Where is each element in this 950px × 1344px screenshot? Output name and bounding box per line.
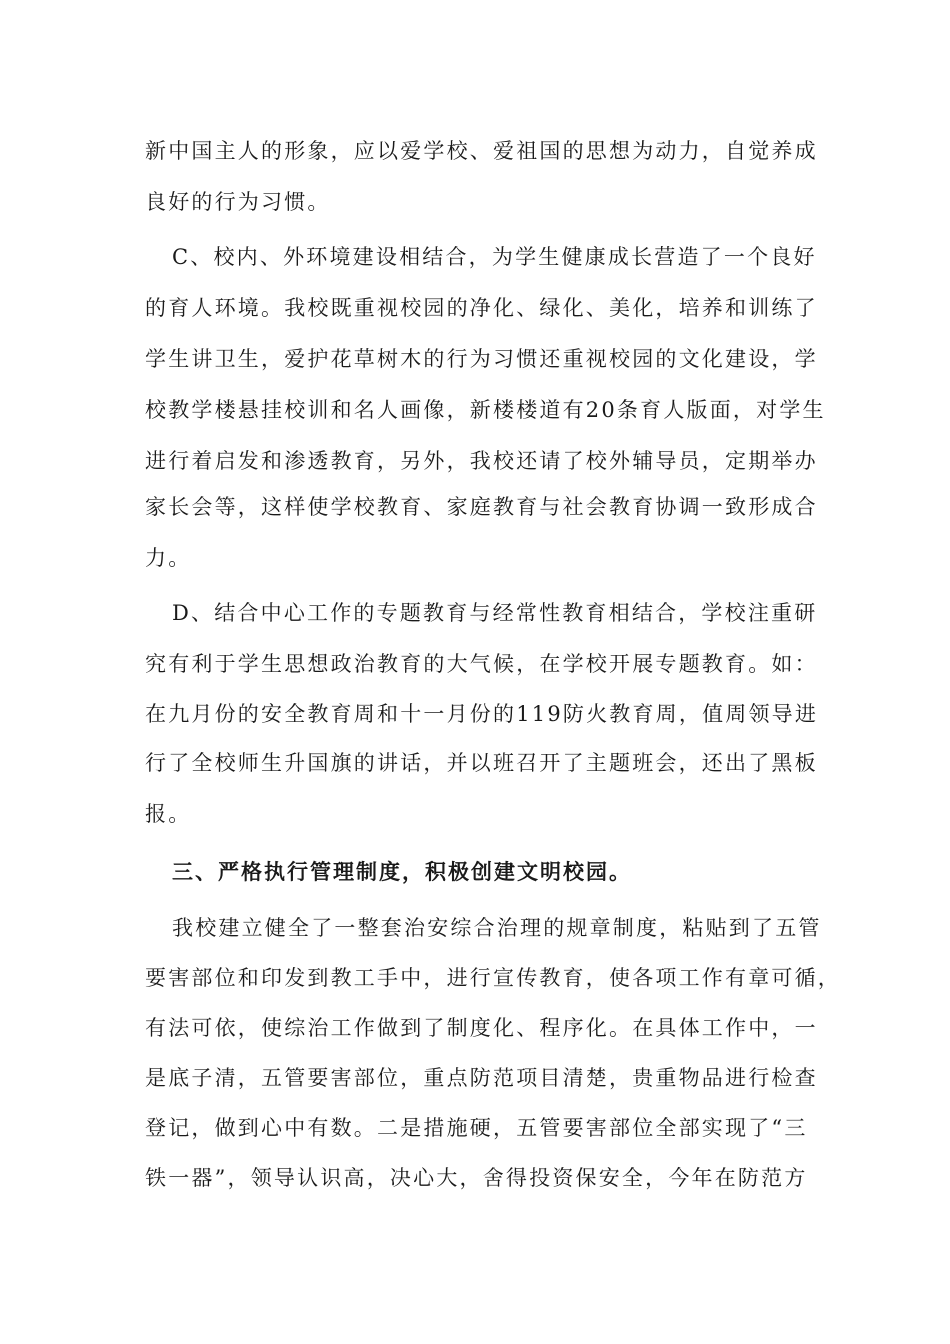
paragraph-line: C、校内、外环境建设相结合，为学生健康成长营造了一个良好 bbox=[172, 245, 817, 269]
paragraph-line: 力。 bbox=[145, 546, 192, 570]
paragraph-line: 的育人环境。我校既重视校园的净化、绿化、美化，培养和训练了 bbox=[145, 296, 818, 320]
paragraph-line: 进行着启发和渗透教育，另外，我校还请了校外辅导员，定期举办 bbox=[145, 449, 818, 473]
paragraph-line: 报。 bbox=[145, 802, 192, 826]
paragraph-line: 有法可依，使综治工作做到了制度化、程序化。在具体工作中，一 bbox=[145, 1016, 818, 1040]
paragraph-line: 要害部位和印发到教工手中，进行宣传教育，使各项工作有章可循， bbox=[145, 966, 841, 990]
paragraph-line: 校教学楼悬挂校训和名人画像，新楼楼道有20条育人版面，对学生 bbox=[145, 398, 826, 422]
paragraph-line: 新中国主人的形象，应以爱学校、爱祖国的思想为动力，自觉养成 bbox=[145, 139, 818, 163]
paragraph-line: 是底子清，五管要害部位，重点防范项目清楚，贵重物品进行检查 bbox=[145, 1066, 818, 1090]
section-heading: 三、严格执行管理制度，积极创建文明校园。 bbox=[172, 860, 632, 884]
paragraph-line: 在九月份的安全教育周和十一月份的119防火教育周，值周领导进 bbox=[145, 702, 819, 726]
paragraph-line: 我校建立健全了一整套治安综合治理的规章制度，粘贴到了五管 bbox=[172, 916, 822, 940]
paragraph-line: 登记，做到心中有数。二是措施硬，五管要害部位全部实现了“三 bbox=[145, 1116, 808, 1140]
paragraph-line: 家长会等，这样使学校教育、家庭教育与社会教育协调一致形成合 bbox=[145, 495, 818, 519]
paragraph-line: 学生讲卫生，爱护花草树木的行为习惯还重视校园的文化建设，学 bbox=[145, 347, 818, 371]
paragraph-line: D、结合中心工作的专题教育与经常性教育相结合，学校注重研 bbox=[172, 601, 818, 625]
paragraph-line: 行了全校师生升国旗的讲话，并以班召开了主题班会，还出了黑板 bbox=[145, 751, 818, 775]
paragraph-line: 铁一器”，领导认识高，决心大，舍得投资保安全，今年在防范方 bbox=[145, 1166, 808, 1190]
paragraph-line: 究有利于学生思想政治教育的大气候，在学校开展专题教育。如： bbox=[145, 652, 818, 676]
paragraph-line: 良好的行为习惯。 bbox=[145, 190, 331, 214]
